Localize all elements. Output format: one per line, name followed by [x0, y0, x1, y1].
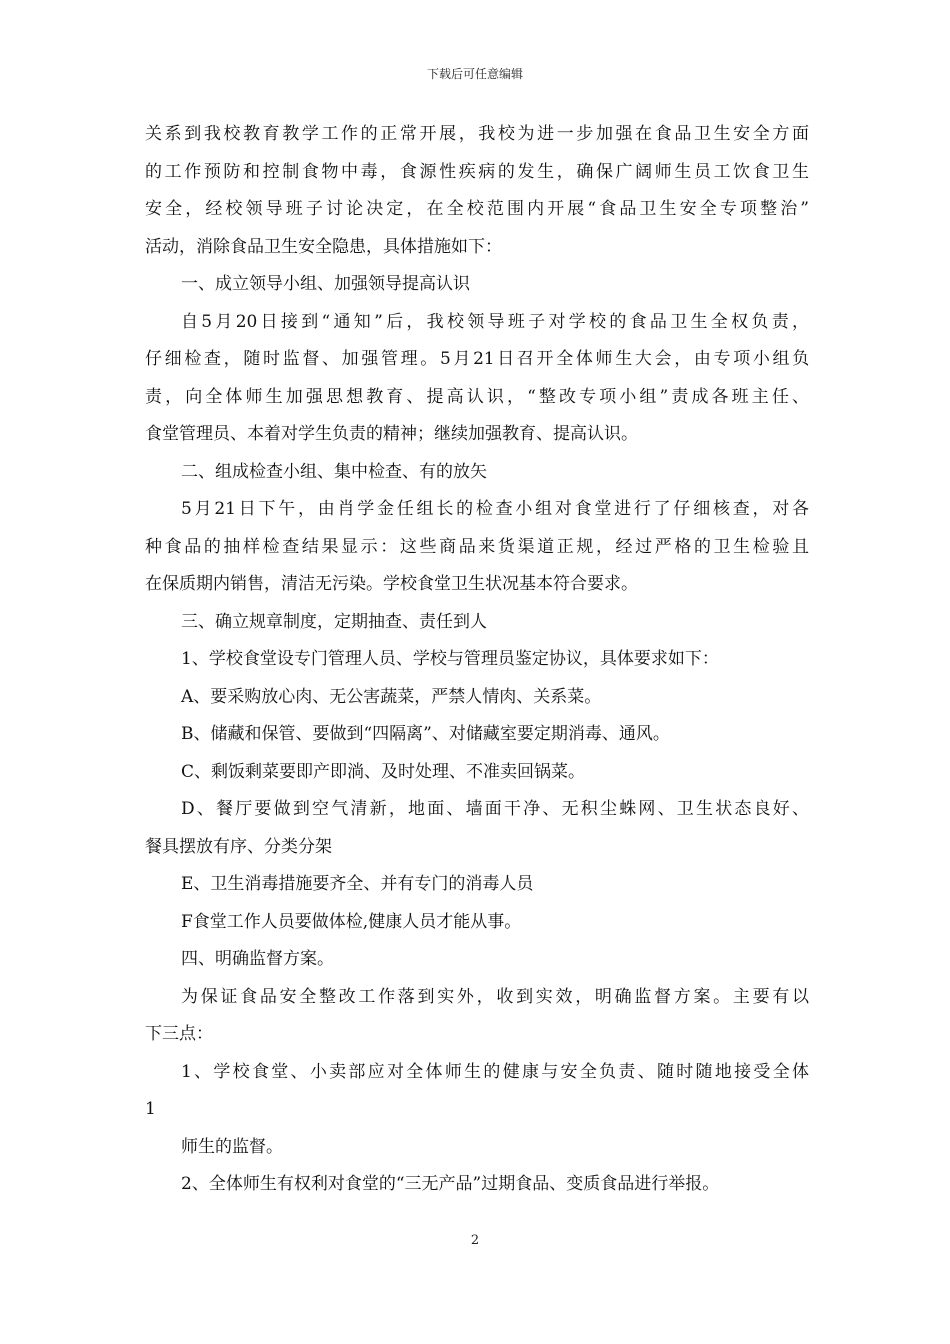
list-item: B、储藏和保管、要做到“四隔离”、对储藏室要定期消毒、通风。: [181, 724, 670, 744]
paragraph-line: 为保证食品安全整改工作落到实外，收到实效，明确监督方案。主要有以: [181, 986, 809, 1007]
document-body: [145, 116, 809, 1204]
section-heading: 三、确立规章制度，定期抽查、责任到人: [181, 611, 487, 632]
paragraph-line: 活动，消除食品卫生安全隐患，具体措施如下：: [145, 236, 502, 257]
stray-page-mark: 1: [145, 1099, 156, 1119]
list-item: 1、学校食堂设专门管理人员、学校与管理员鉴定协议，具体要求如下：: [181, 649, 719, 669]
paragraph-line: 在保质期内销售，清洁无污染。学校食堂卫生状况基本符合要求。: [145, 574, 638, 594]
paragraph-line: 的工作预防和控制食物中毒，食源性疾病的发生，确保广阔师生员工饮食卫生: [145, 161, 809, 182]
list-item: F食堂工作人员要做体检,健康人员才能从事。: [181, 911, 522, 932]
paragraph-line: 下三点：: [145, 1024, 213, 1044]
section-heading: 二、组成检查小组、集中检查、有的放矢: [181, 461, 487, 482]
list-item-continuation: 餐具摆放有序、分类分架: [145, 836, 332, 857]
paragraph-line: 食堂管理员、本着对学生负责的精神；继续加强教育、提高认识。: [145, 424, 638, 444]
section-heading: 一、成立领导小组、加强领导提高认识: [181, 274, 470, 294]
list-item-continuation: 师生的监督。: [181, 1136, 283, 1157]
paragraph-line: 安全，经校领导班子讨论决定，在全校范围内开展“食品卫生安全专项整治”: [145, 199, 809, 219]
list-item: A、要采购放心肉、无公害蔬菜，严禁人情肉、关系菜。: [181, 686, 602, 707]
paragraph-line: 责，向全体师生加强思想教育、提高认识，“整改专项小组”责成各班主任、: [145, 386, 809, 407]
list-item: D、餐厅要做到空气清新，地面、墙面干净、无积尘蛛网、卫生状态良好、: [181, 799, 809, 819]
paragraph-line: 5月21日下午，由肖学金任组长的检查小组对食堂进行了仔细核查，对各: [181, 499, 809, 519]
page-number: 2: [470, 1233, 480, 1248]
list-item: E、卫生消毒措施要齐全、并有专门的消毒人员: [181, 874, 534, 894]
paragraph-line: 种食品的抽样检查结果显示：这些商品来货渠道正规，经过严格的卫生检验且: [145, 536, 809, 557]
page-header: 下载后可任意编辑: [426, 67, 523, 81]
list-item: 1、学校食堂、小卖部应对全体师生的健康与安全负责、随时随地接受全体: [181, 1061, 809, 1082]
section-heading: 四、明确监督方案。: [181, 949, 334, 969]
paragraph-line: 仔细检查，随时监督、加强管理。5月21日召开全体师生大会，由专项小组负: [145, 349, 809, 369]
list-item: 2、全体师生有权利对食堂的“三无产品”过期食品、变质食品进行举报。: [181, 1174, 720, 1194]
paragraph-line: 自5月20日接到“通知”后，我校领导班子对学校的食品卫生全权负责，: [181, 311, 809, 332]
list-item: C、剩饭剩菜要即产即淌、及时处理、不准卖回锅菜。: [181, 761, 586, 782]
paragraph-line: 关系到我校教育教学工作的正常开展，我校为进一步加强在食品卫生安全方面: [145, 124, 809, 144]
